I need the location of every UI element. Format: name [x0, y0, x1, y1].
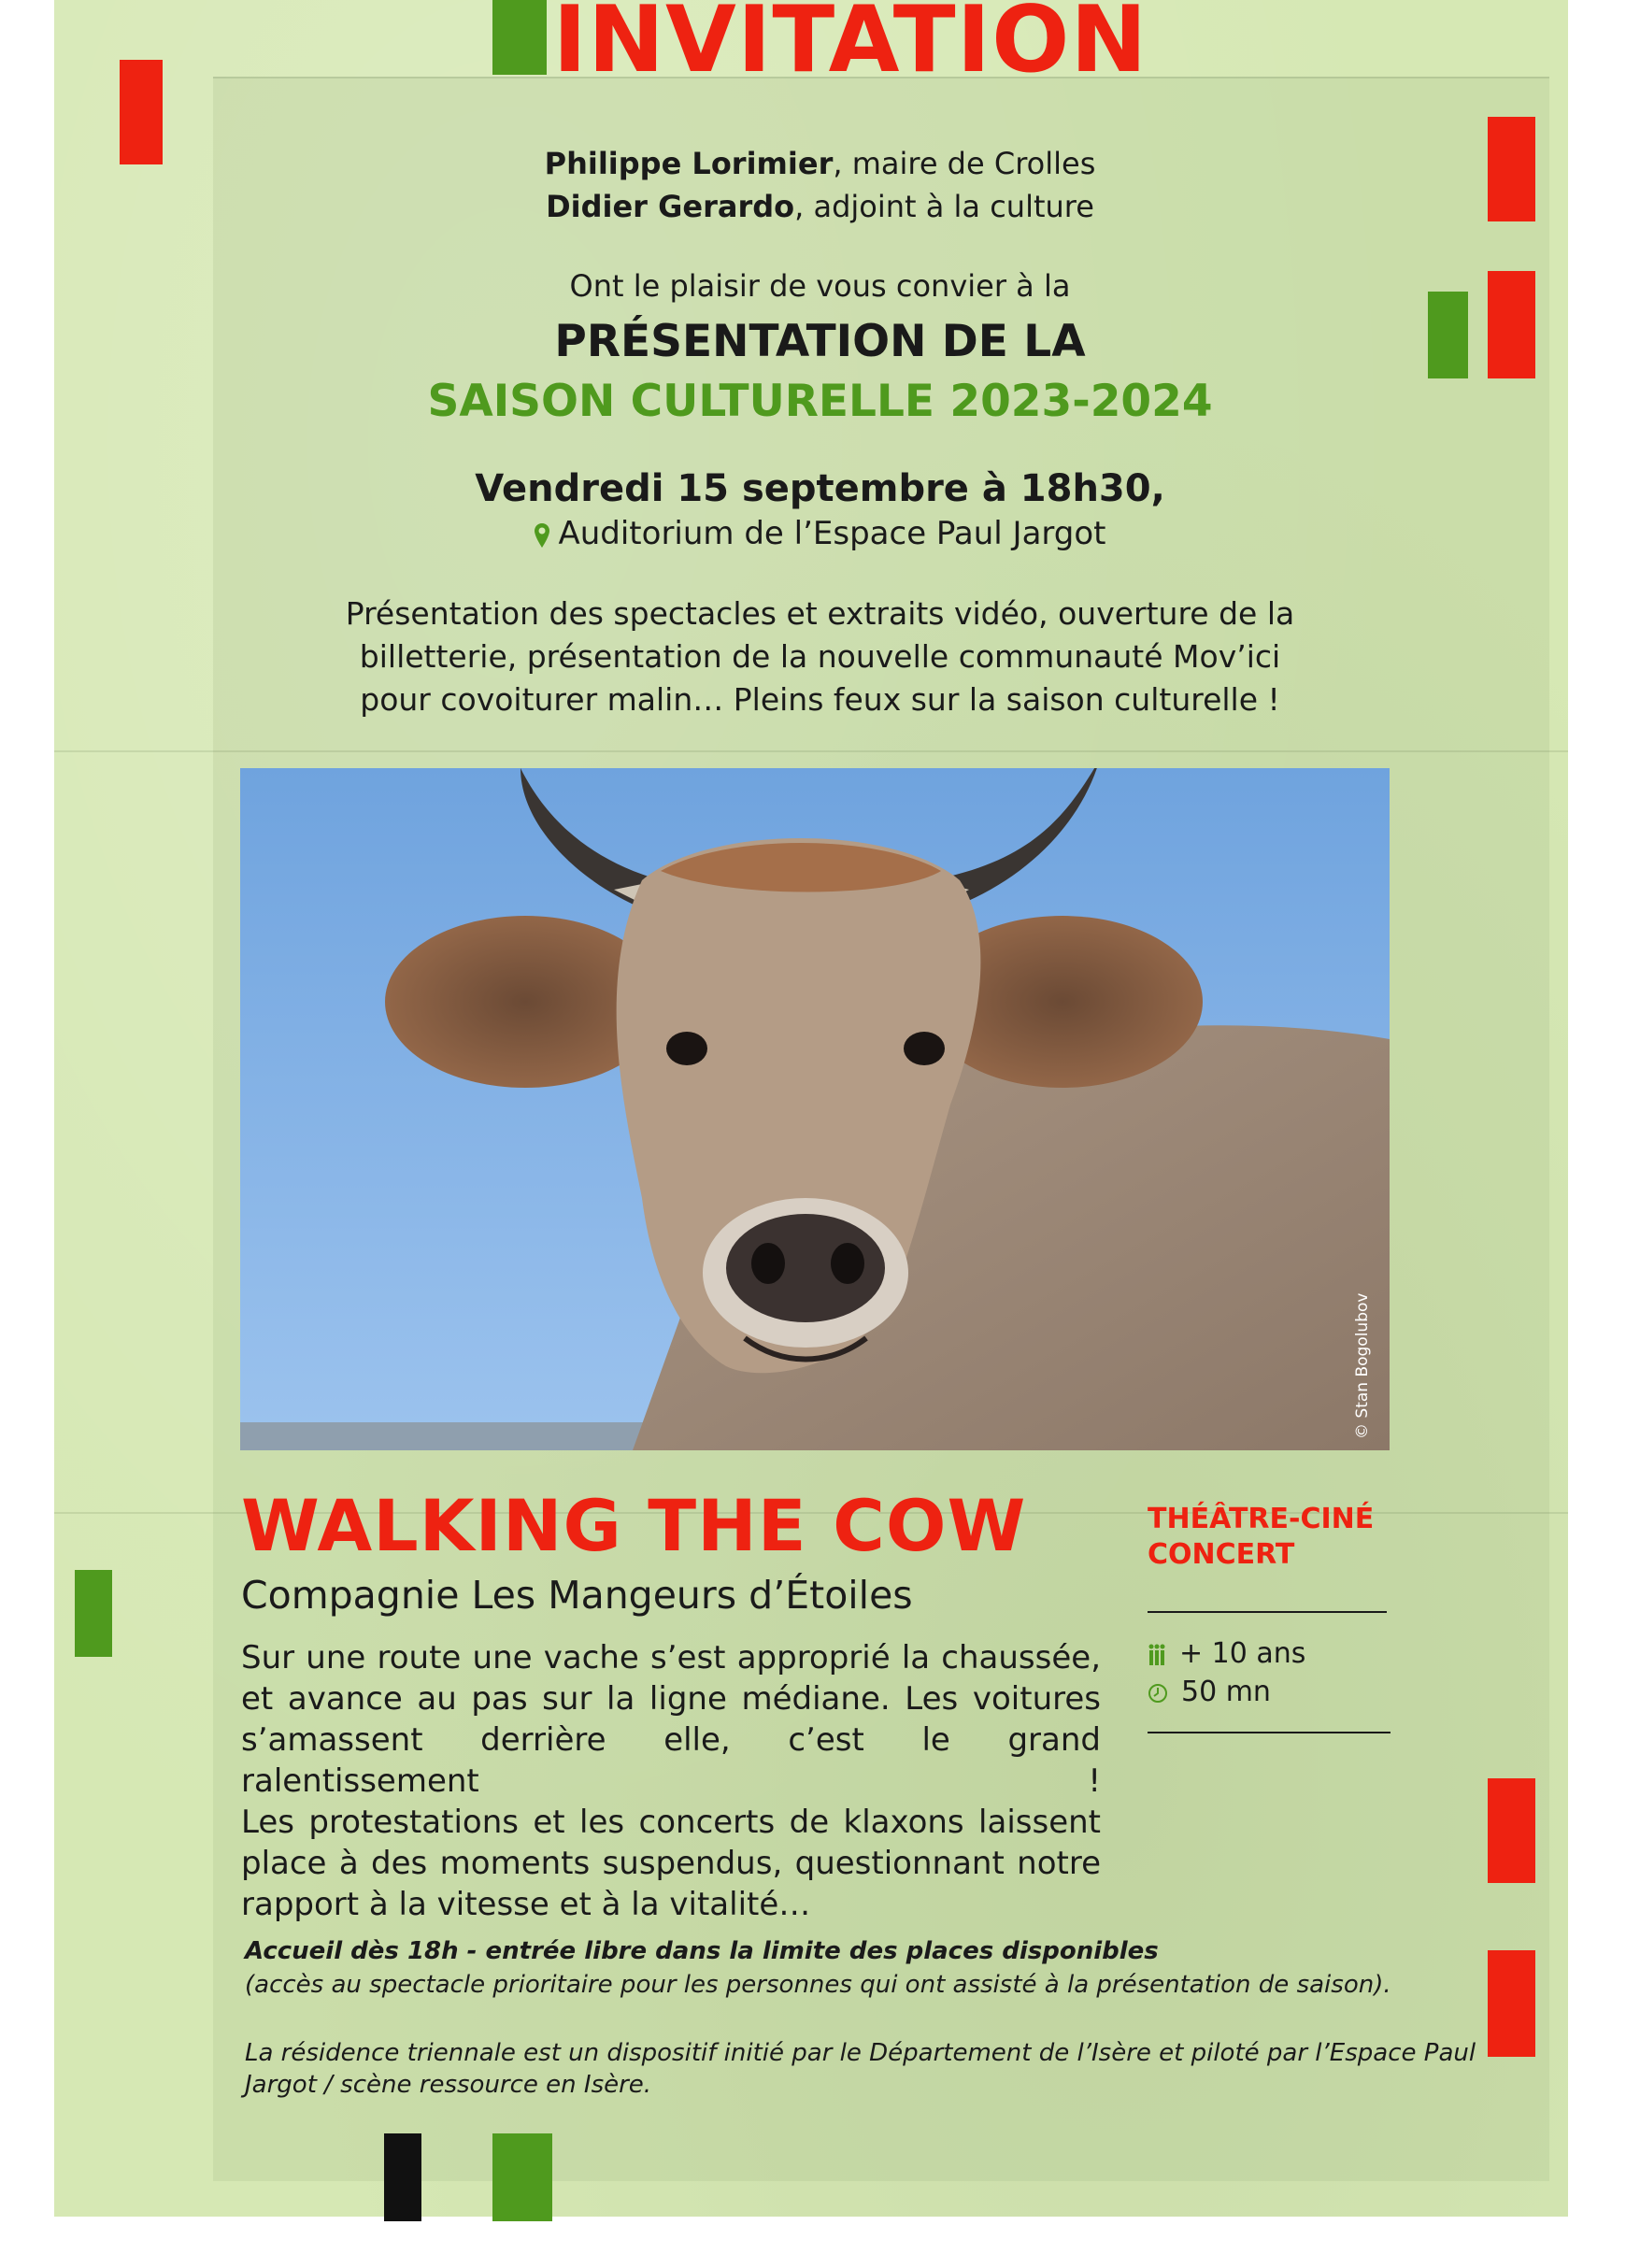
divider	[1148, 1732, 1390, 1733]
host-line	[0, 189, 1640, 224]
show-genre: THÉÂTRE-CINÉ	[1148, 1503, 1375, 1535]
cow-photo	[240, 768, 1390, 1450]
deco-black-bar	[384, 2133, 421, 2221]
synopsis-line: s’amassent derrière elle, c’est le grand ralentissement !	[241, 1721, 1101, 1800]
host-name: Didier Gerardo	[546, 189, 795, 224]
divider	[1148, 1611, 1387, 1613]
event-venue	[0, 515, 1640, 552]
host-line	[0, 146, 1640, 181]
residency-note: Jargot / scène ressource en Isère.	[245, 2071, 652, 2099]
season-title: SAISON CULTURELLE 2023-2024	[427, 376, 1213, 427]
synopsis-line: place à des moments suspendus, questionnant notre	[241, 1845, 1101, 1882]
priority-note: (accès au spectacle prioritaire pour les personnes qui ont assisté à la présentation de saison).	[245, 1971, 1391, 1999]
photo-credit: © Stan Bogolubov	[1353, 1292, 1372, 1439]
deco-red-bar	[1488, 1778, 1535, 1883]
host-role: , adjoint à la culture	[794, 189, 1094, 224]
venue-text: Auditorium de l’Espace Paul Jargot	[558, 515, 1106, 552]
location-pin-icon	[534, 522, 550, 549]
clock-icon	[1148, 1683, 1168, 1704]
presentation-title: PRÉSENTATION DE LA	[554, 316, 1086, 367]
show-company: Compagnie Les Mangeurs d’Étoiles	[241, 1573, 913, 1618]
synopsis-line: Sur une route une vache s’est approprié la chaussée,	[241, 1639, 1101, 1676]
deco-red-bar	[1488, 1950, 1535, 2057]
audience-icon	[1148, 1643, 1166, 1667]
deco-green-bar	[492, 2133, 552, 2221]
host-role: , maire de Crolles	[833, 146, 1096, 181]
event-date: Vendredi 15 septembre à 18h30,	[475, 467, 1165, 510]
welcome-note: Accueil dès 18h - entrée libre dans la limite des places disponibles	[245, 1937, 1159, 1965]
deco-green-bar	[75, 1570, 112, 1657]
show-genre: CONCERT	[1148, 1538, 1295, 1571]
synopsis-line: et avance au pas sur la ligne médiane. Les voitures	[241, 1680, 1101, 1718]
duration-text: 50 mn	[1181, 1676, 1271, 1708]
duration-info	[1148, 1676, 1271, 1708]
description-line: Présentation des spectacles et extraits vidéo, ouverture de la	[345, 595, 1295, 632]
invite-intro: Ont le plaisir de vous convier à la	[569, 268, 1071, 304]
description-line: pour covoiturer malin… Pleins feux sur la saison culturelle !	[360, 681, 1280, 718]
residency-note: La résidence triennale est un dispositif initié par le Département de l’Isère et piloté par l’Espace Paul	[245, 2039, 1476, 2067]
age-text: + 10 ans	[1179, 1637, 1306, 1670]
description-line: billetterie, présentation de la nouvelle communauté Mov’ici	[359, 638, 1281, 675]
show-title: WALKING THE COW	[241, 1484, 1027, 1567]
synopsis-line: rapport à la vitesse et à la vitalité…	[241, 1886, 811, 1923]
paper-fold	[54, 750, 1568, 752]
cow-illustration	[240, 768, 1390, 1450]
age-info	[1148, 1637, 1305, 1670]
synopsis-line: Les protestations et les concerts de klaxons laissent	[241, 1804, 1101, 1841]
show-synopsis	[241, 1637, 1101, 1925]
invitation-title: INVITATION	[552, 0, 1148, 93]
host-name: Philippe Lorimier	[544, 146, 834, 181]
